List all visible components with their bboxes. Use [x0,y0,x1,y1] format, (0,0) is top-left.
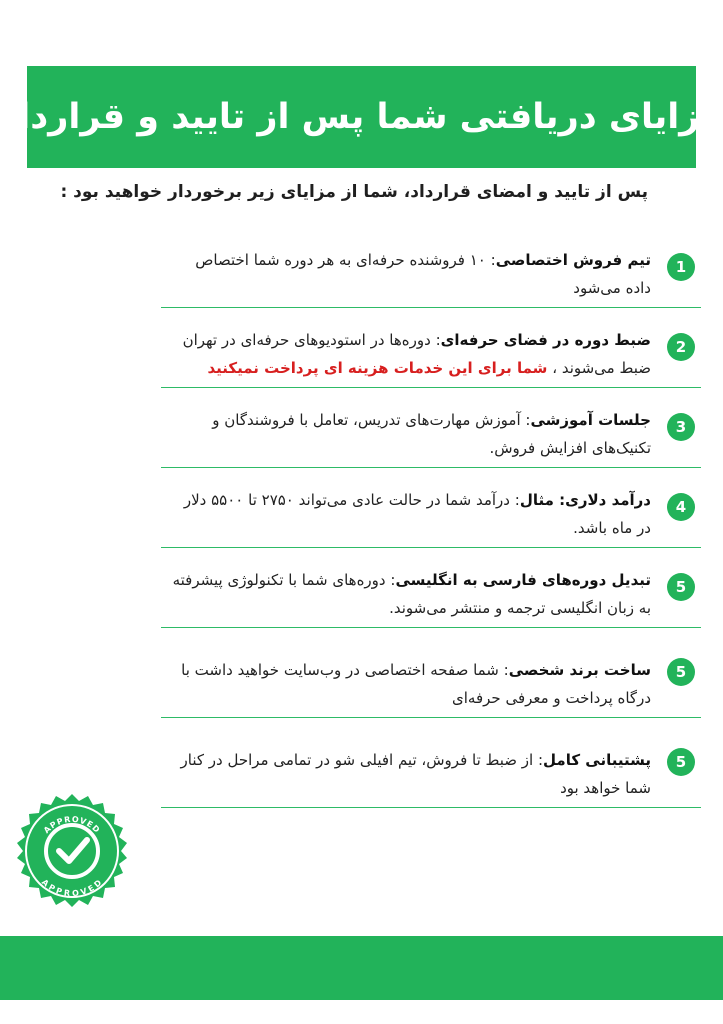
item-text [167,406,651,462]
item-text [167,246,651,302]
item-number: 5 [667,573,695,601]
item-number: 5 [667,748,695,776]
list-item [161,548,701,628]
item-title: تیم فروش اختصاصی [495,251,651,269]
item-title: جلسات آموزشی [530,411,651,429]
item-description: : آموزش مهارت‌های تدریس، تعامل با فروشندگان و تکنیک‌های افزایش فروش. [212,411,651,457]
header-banner [0,66,723,168]
list-item [161,388,701,468]
item-title: تبدیل دوره‌های فارسی به انگلیسی [395,571,651,589]
badge-text-bottom: APPROVED [39,877,105,899]
list-item [161,308,701,388]
item-number: 5 [667,658,695,686]
item-text [167,746,651,802]
list-item [161,628,701,718]
list-item [161,228,701,308]
item-description: : دوره‌های شما با تکنولوژی پیشرفته به زبان انگلیسی ترجمه و منتشر می‌شوند. [172,571,651,617]
approved-badge [10,792,134,916]
item-text [167,326,651,382]
item-text [167,566,651,622]
item-title: درآمد دلاری: مثال [519,491,651,509]
item-description: : از ضبط تا فروش، تیم افیلی شو در تمامی مراحل در کنار شما خواهد بود [180,751,651,797]
item-highlight: شما برای این خدمات هزینه ای پرداخت نمیکنید [207,359,548,377]
item-description: : دوره‌ها در استودیوهای حرفه‌ای در تهران ضبط می‌شوند ، [182,331,651,377]
item-number: 4 [667,493,695,521]
item-description: : درآمد شما در حالت عادی می‌تواند ۲۷۵۰ تا ۵۵۰۰ دلار در ماه باشد. [183,491,651,537]
item-description: : شما صفحه اختصاصی در وب‌سایت خواهید داشت با درگاه پرداخت و معرفی حرفه‌ای [181,661,651,707]
item-title: پشتیبانی کامل [543,751,651,769]
item-number: 1 [667,253,695,281]
badge-text-top: APPROVED [42,814,102,836]
list-item [161,468,701,548]
benefits-list [161,228,701,808]
item-title: ضبط دوره در فضای حرفه‌ای [440,331,651,349]
item-number: 2 [667,333,695,361]
footer-bar [0,936,723,1000]
item-number: 3 [667,413,695,441]
intro-text: پس از تایید و امضای قرارداد، شما از مزایای زیر برخوردار خواهید بود : [60,182,648,202]
item-text [167,486,651,542]
item-description: : ۱۰ فروشنده حرفه‌ای به هر دوره شما اختصاص داده می‌شود [195,251,651,297]
item-text [167,656,651,712]
item-title: ساخت برند شخصی [508,661,651,679]
list-item [161,718,701,808]
page-title: مزایای دریافتی شما پس از تایید و قرارداد [0,97,723,137]
